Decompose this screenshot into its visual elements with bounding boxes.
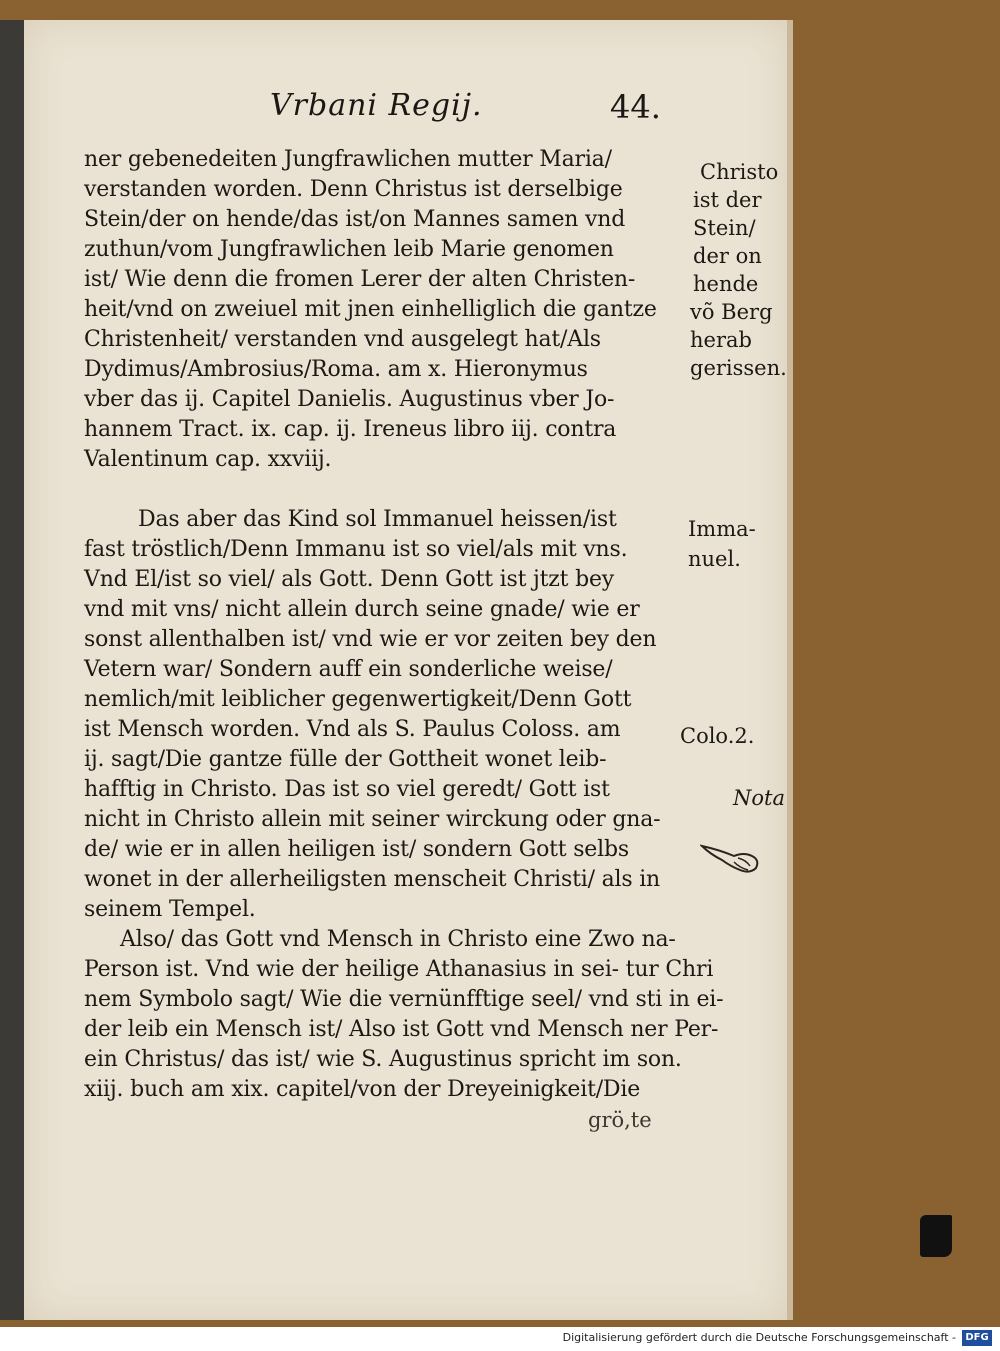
- text-line: heit/vnd on zweiuel mit jnen einhelliglich die gantze: [84, 297, 657, 322]
- text-line: Christenheit/ verstanden vnd ausgelegt hat/Als: [84, 327, 601, 352]
- margin-note-line: Christo: [700, 160, 779, 184]
- margin-note-colossians: Colo.2.: [680, 724, 755, 748]
- margin-note-line: der on: [693, 244, 762, 268]
- digitization-credit: Digitalisierung gefördert durch die Deutsche Forschungsgemeinschaft -: [562, 1331, 956, 1344]
- margin-note-line: herab: [690, 328, 752, 352]
- text-line: hannem Tract. ix. cap. ij. Ireneus libro iij. contra: [84, 417, 617, 442]
- text-line: nicht in Christo allein mit seiner wirckung oder gna-: [84, 807, 661, 832]
- text-line: seinem Tempel.: [84, 897, 256, 922]
- text-line: fast tröstlich/Denn Immanu ist so viel/als mit vns.: [84, 537, 628, 562]
- text-line: Dydimus/Ambrosius/Roma. am x. Hieronymus: [84, 357, 588, 382]
- text-line: nem Symbolo sagt/ Wie die vernünfftige seel/ vnd sti in ei-: [84, 987, 724, 1012]
- text-line: xiij. buch am xix. capitel/von der Dreyeinigkeit/Die: [84, 1077, 641, 1102]
- text-line: Das aber das Kind sol Immanuel heissen/ist: [138, 507, 617, 532]
- margin-note-line: Imma-: [688, 517, 756, 541]
- margin-note-line: nuel.: [688, 547, 741, 571]
- text-line: hafftig in Christo. Das ist so viel geredt/ Gott ist: [84, 777, 610, 802]
- margin-note-line: ist der: [693, 188, 762, 212]
- text-line: vnd mit vns/ nicht allein durch seine gnade/ wie er: [84, 597, 640, 622]
- margin-note-line: Stein/: [693, 216, 756, 240]
- text-line: wonet in der allerheiligsten menscheit Christi/ als in: [84, 867, 661, 892]
- text-line: Valentinum cap. xxviij.: [84, 447, 332, 472]
- text-line: vber das ij. Capitel Danielis. Augustinus vber Jo-: [84, 387, 615, 412]
- text-line: ner gebenedeiten Jungfrawlichen mutter Maria/: [84, 147, 612, 172]
- dfg-logo: DFG: [962, 1330, 992, 1346]
- text-line: ist Mensch worden. Vnd als S. Paulus Coloss. am: [84, 717, 621, 742]
- margin-note-nota: Nota: [733, 786, 785, 810]
- margin-note-line: hende: [693, 272, 759, 296]
- binding-shadow: [0, 20, 24, 1320]
- text-line: Vetern war/ Sondern auff ein sonderliche weise/: [84, 657, 613, 682]
- text-line: ij. sagt/Die gantze fülle der Gottheit wonet leib-: [84, 747, 607, 772]
- text-line: verstanden worden. Denn Christus ist derselbige: [84, 177, 623, 202]
- text-line: de/ wie er in allen heiligen ist/ sondern Gott selbs: [84, 837, 629, 862]
- text-line: der leib ein Mensch ist/ Also ist Gott vnd Mensch ner Per-: [84, 1017, 719, 1042]
- text-line: Also/ das Gott vnd Mensch in Christo eine Zwo na-: [120, 927, 676, 952]
- running-head: Vrbani Regij.: [270, 88, 483, 123]
- text-line: zuthun/vom Jungfrawlichen leib Marie genomen: [84, 237, 614, 262]
- footer-bar: [0, 1327, 1000, 1351]
- binding-thread-mark: [920, 1215, 952, 1257]
- page-number: 44.: [610, 88, 661, 126]
- pointing-hand-icon: [700, 840, 762, 876]
- text-line: ist/ Wie denn die fromen Lerer der alten Christen-: [84, 267, 636, 292]
- text-line: Person ist. Vnd wie der heilige Athanasius in sei- tur Chri: [84, 957, 714, 982]
- margin-note-line: gerissen.: [690, 356, 787, 380]
- text-line: nemlich/mit leiblicher gegenwertigkeit/Denn Gott: [84, 687, 632, 712]
- text-line: Vnd El/ist so viel/ als Gott. Denn Gott ist jtzt bey: [84, 567, 615, 592]
- catchword: grö,te: [588, 1108, 652, 1132]
- text-line: sonst allenthalben ist/ vnd wie er vor zeiten bey den: [84, 627, 657, 652]
- text-line: Stein/der on hende/das ist/on Mannes samen vnd: [84, 207, 626, 232]
- text-line: ein Christus/ das ist/ wie S. Augustinus spricht im son.: [84, 1047, 682, 1072]
- margin-note-line: võ Berg: [690, 300, 773, 324]
